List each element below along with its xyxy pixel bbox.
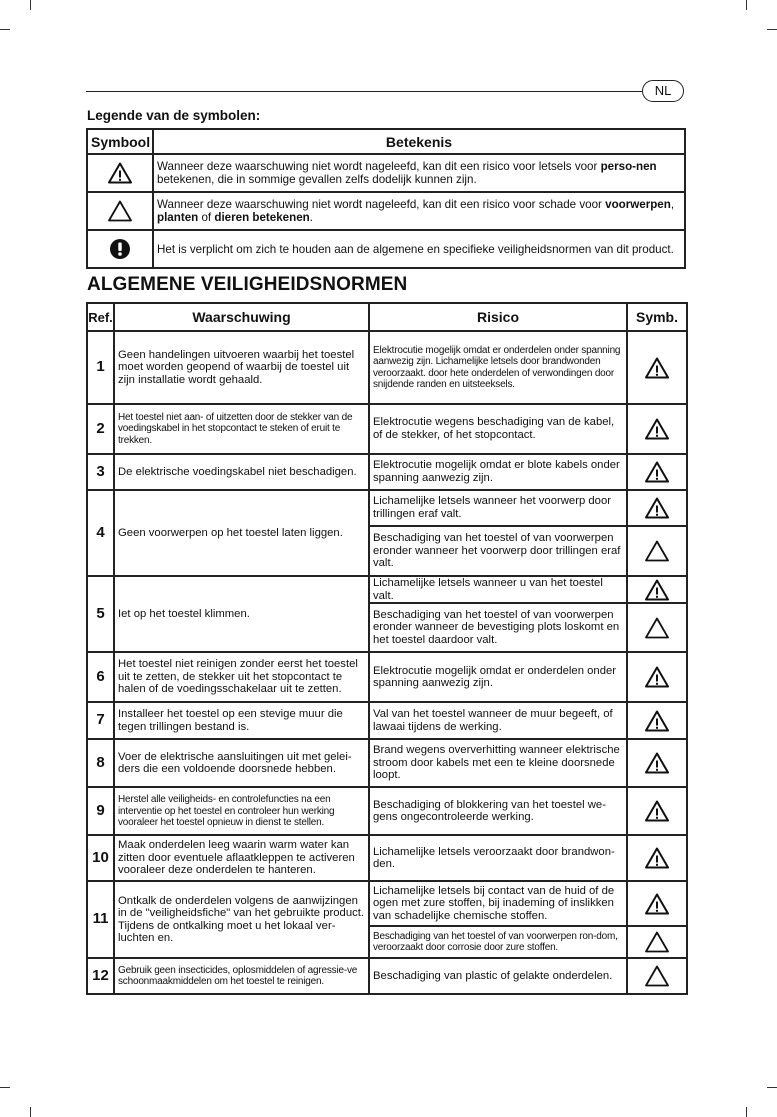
legend-table (86, 128, 686, 269)
safety-table (86, 302, 688, 995)
symbol-cell (627, 787, 687, 835)
risk-text: Beschadiging van het toestel of van voorwerpen eronder wanneer het voorwerp door trillingen eraf valt. (369, 526, 627, 576)
symbol-cell (627, 576, 687, 603)
symbol-cell (627, 490, 687, 526)
symbol-cell (627, 702, 687, 739)
crop-mark (746, 0, 747, 10)
header-ref: Ref. (87, 303, 114, 331)
risk-text: Beschadiging van het toestel of van voorwerpen ron-dom, veroorzaakt door corrosie door zure stoffen. (369, 926, 627, 958)
warning-text: Installeer het toestel op een stevige muur die tegen trillingen bestand is. (114, 702, 369, 739)
symbol-cell (627, 652, 687, 702)
risk-text: Lichamelijke letsels bij contact van de huid of de ogen met zure stoffen, bij inademing of inslikken van schadelijke chemische stoffen. (369, 881, 627, 926)
warning-text: Geen handelingen uitvoeren waarbij het toestel moet worden geopend of waarbij de toestel uit zijn installatie wordt gehaald. (114, 331, 369, 404)
warning-text: Het toestel niet aan- of uitzetten door de stekker van de voedingskabel in het stopcontact te steken of eruit te trekken. (114, 404, 369, 454)
symbol-cell (627, 926, 687, 958)
warning-text: Gebruik geen insecticides, oplosmiddelen of agressie-ve schoonmaakmiddelen om het toestel te reinigen. (114, 958, 369, 994)
symbol-cell (627, 454, 687, 490)
ref-number: 1 (87, 331, 114, 404)
risk-text: Elektrocutie wegens beschadiging van de kabel, of de stekker, of het stopcontact. (369, 404, 627, 454)
warning-triangle-exclamation-icon (628, 893, 686, 915)
warning-triangle-exclamation-icon (628, 497, 686, 519)
risk-text: Val van het toestel wanneer de muur begeeft, of lawaai tijdens de werking. (369, 702, 627, 739)
ref-number: 3 (87, 454, 114, 490)
header-warning: Waarschuwing (114, 303, 369, 331)
warning-text: Herstel alle veiligheids- en controlefuncties na een interventie op het toestel en controleer hun werking vooraleer het toestel opnieuw in dienst te stellen. (114, 787, 369, 835)
warning-triangle-empty-icon (628, 965, 686, 987)
risk-text: Lichamelijke letsels veroorzaakt door brandwon-den. (369, 835, 627, 881)
warning-triangle-empty-icon (628, 617, 686, 639)
header-risk: Risico (369, 303, 627, 331)
ref-number: 5 (87, 576, 114, 652)
warning-triangle-exclamation-icon (88, 162, 152, 184)
symbol-cell (627, 739, 687, 787)
symbol-cell (627, 835, 687, 881)
warning-triangle-exclamation-icon (628, 461, 686, 483)
legend-symbol-cell (87, 154, 153, 192)
crop-mark (767, 1087, 777, 1088)
warning-text: Iet op het toestel klimmen. (114, 576, 369, 652)
risk-text: Beschadiging van plastic of gelakte onderdelen. (369, 958, 627, 994)
warning-text: Geen voorwerpen op het toestel laten liggen. (114, 490, 369, 576)
risk-text: Lichamelijke letsels wanneer u van het toestel valt. (369, 576, 627, 603)
legend-meaning: Wanneer deze waarschuwing niet wordt nageleefd, kan dit een risico voor letsels voor perso-nen betekenen, die in sommige gevallen zelfs dodelijk kunnen zijn. (153, 154, 685, 192)
risk-text: Elektrocutie mogelijk omdat er onderdelen onder spanning aanwezig zijn. (369, 652, 627, 702)
symbol-cell (627, 958, 687, 994)
legend-symbol-cell (87, 192, 153, 230)
risk-text: Elektrocutie mogelijk omdat er blote kabels onder spanning aanwezig zijn. (369, 454, 627, 490)
warning-text: Voer de elektrische aansluitingen uit met gelei-ders die een voldoende doorsnede hebben. (114, 739, 369, 787)
ref-number: 4 (87, 490, 114, 576)
ref-number: 10 (87, 835, 114, 881)
ref-number: 6 (87, 652, 114, 702)
warning-triangle-empty-icon (88, 200, 152, 222)
warning-triangle-exclamation-icon (628, 752, 686, 774)
ref-number: 7 (87, 702, 114, 739)
warning-triangle-exclamation-icon (628, 666, 686, 688)
warning-triangle-exclamation-icon (628, 357, 686, 379)
legend-meaning: Het is verplicht om zich te houden aan de algemene en specifieke veiligheidsnormen van dit product. (153, 230, 685, 268)
warning-triangle-exclamation-icon (628, 847, 686, 869)
mandatory-circle-exclamation-icon (88, 238, 152, 260)
crop-mark (0, 1087, 10, 1088)
warning-text: De elektrische voedingskabel niet beschadigen. (114, 454, 369, 490)
warning-triangle-exclamation-icon (628, 800, 686, 822)
symbol-cell (627, 881, 687, 926)
crop-mark (0, 29, 10, 30)
warning-text: Maak onderdelen leeg waarin warm water kan zitten door eventuele aflaatkleppen te activeren vooraleer deze onderdelen te hanteren. (114, 835, 369, 881)
ref-number: 9 (87, 787, 114, 835)
crop-mark (746, 1107, 747, 1117)
section-title: ALGEMENE VEILIGHEIDSNORMEN (87, 274, 408, 295)
symbol-cell (627, 526, 687, 576)
symbol-cell (627, 603, 687, 652)
warning-triangle-exclamation-icon (628, 710, 686, 732)
warning-triangle-exclamation-icon (628, 579, 686, 601)
header-symbol: Symb. (627, 303, 687, 331)
ref-number: 12 (87, 958, 114, 994)
legend-title: Legende van de symbolen: (87, 108, 261, 123)
risk-text: Beschadiging van het toestel of van voorwerpen eronder wanneer de bevestiging plots loskomt en het toestel daardoor valt. (369, 603, 627, 652)
warning-triangle-empty-icon (628, 931, 686, 953)
crop-mark (30, 1107, 31, 1117)
legend-meaning: Wanneer deze waarschuwing niet wordt nageleefd, kan dit een risico voor schade voor voorwerpen, planten of dieren betekenen. (153, 192, 685, 230)
warning-text: Het toestel niet reinigen zonder eerst het toestel uit te zetten, de stekker uit het stopcontact te halen of de voedingsschakelaar uit te zetten. (114, 652, 369, 702)
legend-header-meaning: Betekenis (153, 129, 685, 154)
ref-number: 2 (87, 404, 114, 454)
ref-number: 8 (87, 739, 114, 787)
legend-symbol-cell (87, 230, 153, 268)
warning-text: Ontkalk de onderdelen volgens de aanwijzingen in de "veiligheidsfiche" van het gebruikte product. Tijdens de ontkalking moet u het lokaal ver-luchten en. (114, 881, 369, 958)
header-rule (86, 91, 642, 92)
risk-text: Elektrocutie mogelijk omdat er onderdelen onder spanning aanwezig zijn. Lichamelijke letsels door brandwonden veroorzaakt. door hete onderdelen of verwondingen door snijdende randen en uitsteeksels. (369, 331, 627, 404)
risk-text: Lichamelijke letsels wanneer het voorwerp door trillingen eraf valt. (369, 490, 627, 526)
crop-mark (30, 0, 31, 10)
language-badge: NL (642, 80, 684, 102)
warning-triangle-empty-icon (628, 540, 686, 562)
legend-header-symbol: Symbool (87, 129, 153, 154)
risk-text: Brand wegens oververhitting wanneer elektrische stroom door kabels met een te kleine doorsnede loopt. (369, 739, 627, 787)
ref-number: 11 (87, 881, 114, 958)
crop-mark (767, 29, 777, 30)
warning-triangle-exclamation-icon (628, 418, 686, 440)
symbol-cell (627, 331, 687, 404)
risk-text: Beschadiging of blokkering van het toestel we-gens ongecontroleerde werking. (369, 787, 627, 835)
symbol-cell (627, 404, 687, 454)
